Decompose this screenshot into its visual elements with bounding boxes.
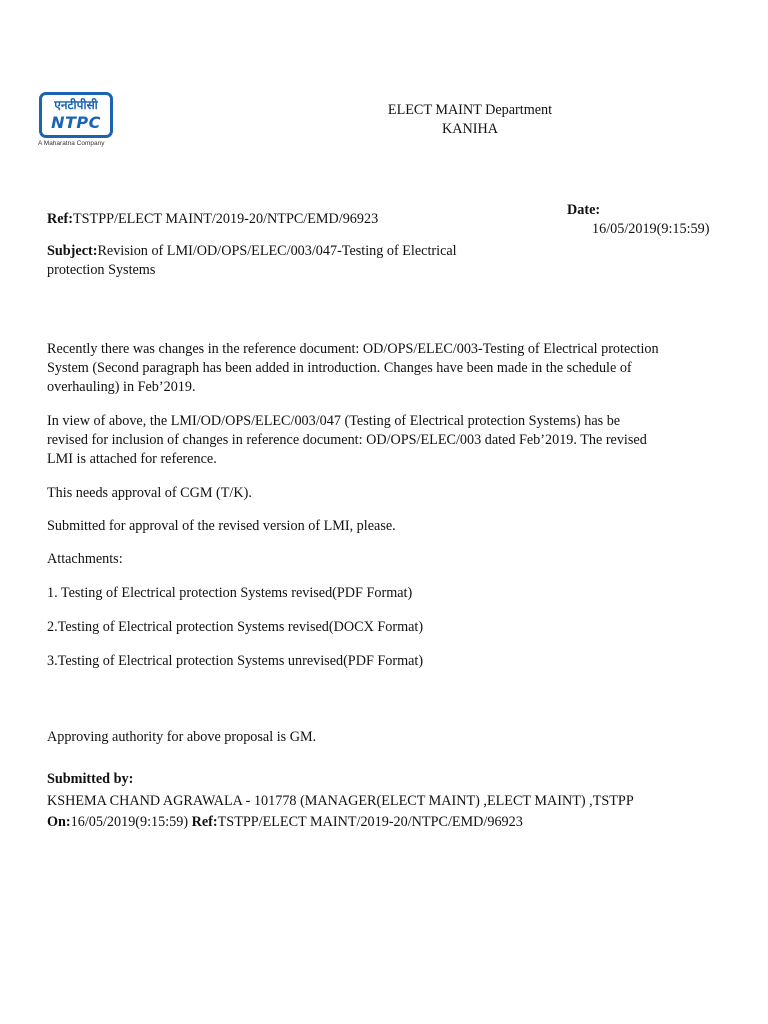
paragraph-2-line-1: In view of above, the LMI/OD/OPS/ELEC/003/047 (Testing of Electrical protection Systems) has be (47, 413, 621, 429)
subject-label: Subject: (47, 243, 98, 259)
ref-label: Ref: (47, 211, 73, 227)
paragraph-2-line-2: revised for inclusion of changes in reference document: OD/OPS/ELEC/003 dated Feb’2019. The revised (47, 432, 647, 448)
date-label: Date: (567, 202, 601, 218)
department-header (300, 101, 640, 139)
paragraph-1-line-1: Recently there was changes in the reference document: OD/OPS/ELEC/003-Testing of Electrical protection (47, 341, 659, 357)
subject-line-1: Revision of LMI/OD/OPS/ELEC/003/047-Testing of Electrical (97, 243, 457, 259)
paragraph-1-line-2: System (Second paragraph has been added in introduction. Changes have been made in the schedule of (47, 360, 632, 376)
subject (47, 242, 567, 280)
attachments-label: Attachments: (47, 551, 123, 567)
attachment-item[interactable]: 3.Testing of Electrical protection Systems unrevised(PDF Format) (47, 653, 424, 669)
submission-timestamp-line (47, 813, 727, 832)
subject-line-2: protection Systems (47, 262, 156, 278)
department-name: ELECT MAINT Department (387, 102, 553, 118)
department-location: KANIHA (442, 121, 498, 137)
date-value: 16/05/2019(9:15:59) (592, 221, 710, 237)
submission-note: Submitted for approval of the revised version of LMI, please. (47, 518, 396, 534)
paragraph-1 (47, 340, 727, 397)
on-value: 16/05/2019(9:15:59) (70, 814, 189, 830)
approval-note: This needs approval of CGM (T/K). (47, 485, 252, 501)
attachment-item[interactable]: 2.Testing of Electrical protection Systems revised(DOCX Format) (47, 619, 424, 635)
approving-authority: Approving authority for above proposal is GM. (47, 729, 317, 745)
ref-value: TSTPP/ELECT MAINT/2019-20/NTPC/EMD/96923 (73, 211, 379, 227)
ntpc-logo-badge (39, 92, 113, 138)
submitter: KSHEMA CHAND AGRAWALA - 101778 (MANAGER(ELECT MAINT) ,ELECT MAINT) ,TSTPP (47, 793, 634, 809)
ntpc-logo (38, 92, 120, 152)
attachment-item[interactable]: 1. Testing of Electrical protection Systems revised(PDF Format) (47, 585, 413, 601)
paragraph-2 (47, 412, 727, 469)
logo-tagline: A Maharatna Company (38, 140, 105, 147)
logo-brand-text: NTPC (51, 113, 101, 132)
on-label: On: (47, 814, 71, 830)
submitted-by-label: Submitted by: (47, 771, 134, 787)
logo-hindi-text: एनटीपीसी (54, 98, 98, 112)
paragraph-1-line-3: overhauling) in Feb’2019. (47, 379, 196, 395)
footer-ref-label: Ref: (191, 814, 218, 830)
reference-line (47, 210, 378, 229)
paragraph-2-line-3: LMI is attached for reference. (47, 451, 217, 467)
footer-ref-value: TSTPP/ELECT MAINT/2019-20/NTPC/EMD/96923 (217, 814, 523, 830)
